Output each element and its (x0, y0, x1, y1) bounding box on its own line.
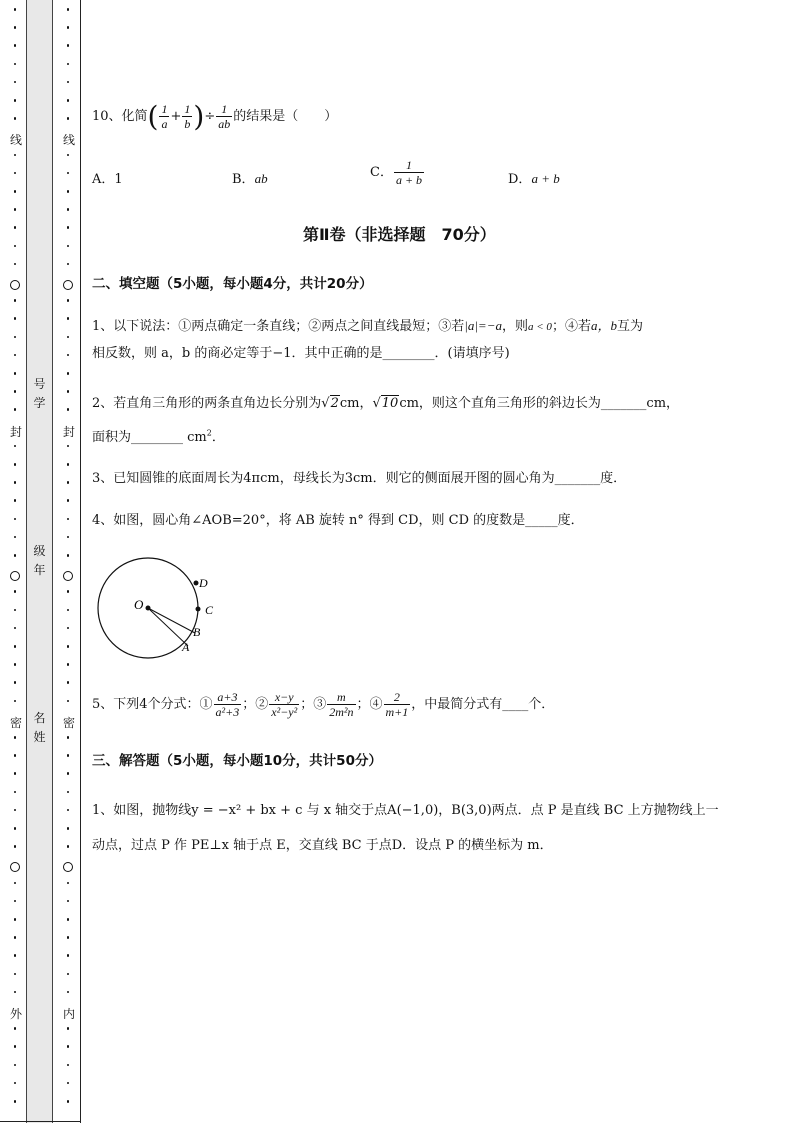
cut-dot (67, 809, 70, 812)
s2-q5: 5、下列4个分式：① $\frac{a+3}{\text{a²+3}}$ ；② $\frac{x-y}{\text{x²−y²}}$ ；③ $\frac{m}{\text{2m²n}}$ ；④ $\frac{2}{m+1}$ ，中最简分式有____个． (92, 690, 555, 719)
cut-dot (14, 1027, 17, 1030)
cut-dot (14, 627, 17, 630)
margin-rule (80, 0, 81, 1123)
right-paren: ) (193, 100, 205, 133)
cut-dot (67, 481, 70, 484)
cut-dot (14, 445, 17, 448)
outer-mark-secret: 密 (9, 716, 22, 730)
section-2-heading: 二、填空题（5小题，每小题4分，共计20分） (92, 276, 373, 292)
s2-q2-line1: 2、若直角三角形的两条直角边长分别为√2cm，√10cm，则这个直角三角形的斜边长为_______cm， (92, 396, 680, 411)
outer-mark-seal: 封 (9, 425, 22, 439)
cut-dot (14, 172, 17, 175)
cut-circle-mark (63, 280, 73, 290)
cut-dot (14, 263, 17, 266)
cut-dot (14, 681, 17, 684)
q10-suffix: 的结果是（ ） (233, 109, 338, 124)
cut-dot (67, 8, 70, 11)
cut-dot (14, 609, 17, 612)
cut-dot (14, 190, 17, 193)
field-name: 名 姓 (33, 711, 46, 744)
cut-dot (67, 554, 70, 557)
divide-sign: ÷ (204, 109, 216, 124)
cut-circle-mark (10, 862, 20, 872)
inner-mark-inside: 内 (62, 1007, 75, 1021)
cut-dot (14, 354, 17, 357)
cut-dot (67, 918, 70, 921)
cut-dot (14, 536, 17, 539)
cut-dot (14, 1100, 17, 1103)
cut-dot (67, 190, 70, 193)
cut-dot (67, 372, 70, 375)
section-3-heading: 三、解答题（5小题，每小题10分，共计50分） (92, 753, 382, 769)
cut-dot (67, 63, 70, 66)
field-student-id: 号 学 (33, 377, 46, 410)
cut-circle-mark (63, 862, 73, 872)
cut-dot (67, 81, 70, 84)
cut-dot (67, 44, 70, 47)
cut-dot (14, 99, 17, 102)
margin-bottom-rule (0, 1121, 81, 1122)
inner-mark-seal: 封 (62, 425, 75, 439)
option-c: C． $\frac{1}{a + b}$ (370, 158, 423, 187)
cut-dot (14, 918, 17, 921)
cut-dot (14, 900, 17, 903)
s2-q3: 3、已知圆锥的底面周长为4πcm，母线长为3cm．则它的侧面展开图的圆心角为_______度． (92, 471, 627, 486)
fraction-1-over-a: $\frac{1}{a}$ (161, 102, 168, 131)
cut-dot (67, 772, 70, 775)
cut-dot (14, 791, 17, 794)
cut-dot (14, 663, 17, 666)
cut-dot (14, 845, 17, 848)
fraction-1-over-b: $\frac{1}{b}$ (184, 102, 191, 131)
cut-dot (14, 390, 17, 393)
cut-dot (67, 317, 70, 320)
cut-dot (67, 754, 70, 757)
cut-dot (67, 791, 70, 794)
cut-dot (67, 99, 70, 102)
left-paren: ( (147, 100, 159, 133)
cut-dot (14, 882, 17, 885)
cut-dot (14, 408, 17, 411)
cut-dot (67, 590, 70, 593)
cut-dot (14, 317, 17, 320)
cut-dot (67, 1027, 70, 1030)
circle-figure (92, 556, 222, 664)
s3-q1-line2: 动点，过点 P 作 PE⊥x 轴于点 E，交直线 BC 于点D．设点 P 的横坐标为 m． (92, 838, 553, 853)
cut-dot (14, 1045, 17, 1048)
cut-dot (67, 172, 70, 175)
plus-sign: + (170, 109, 182, 124)
cut-dot (67, 263, 70, 266)
cut-dot (14, 645, 17, 648)
cut-dot (67, 390, 70, 393)
s2-q4: 4、如图，圆心角∠AOB=20°，将 AB 旋转 n° 得到 CD，则 CD 的度数是_____度． (92, 513, 584, 528)
cut-dot (67, 336, 70, 339)
cut-dot (14, 154, 17, 157)
cut-dot (67, 663, 70, 666)
inner-mark-line: 线 (62, 133, 75, 147)
cut-dot (14, 499, 17, 502)
option-d: D．a + b (508, 171, 560, 187)
cut-dot (67, 245, 70, 248)
cut-dot (14, 973, 17, 976)
cut-dot (67, 408, 70, 411)
cut-dot (67, 827, 70, 830)
inner-mark-secret: 密 (62, 716, 75, 730)
cut-dot (14, 518, 17, 521)
cut-dot (67, 226, 70, 229)
cut-dot (14, 991, 17, 994)
cut-dot (67, 445, 70, 448)
cut-dot (67, 736, 70, 739)
cut-dot (67, 499, 70, 502)
cut-dot (14, 827, 17, 830)
cut-circle-mark (10, 571, 20, 581)
cut-dot (67, 627, 70, 630)
cut-dot (14, 299, 17, 302)
radius-ob (148, 608, 195, 633)
cut-dot (67, 117, 70, 120)
cut-dot (14, 8, 17, 11)
cut-dot (67, 609, 70, 612)
point-o (146, 606, 151, 611)
cut-dot (67, 1045, 70, 1048)
cut-dot (14, 81, 17, 84)
point-d (194, 581, 199, 586)
cut-dot (14, 772, 17, 775)
cut-dot (67, 208, 70, 211)
cut-dot (14, 1064, 17, 1067)
point-c (196, 607, 201, 612)
cut-dot (14, 245, 17, 248)
cut-dot (67, 645, 70, 648)
cut-dot (14, 754, 17, 757)
cut-dot (67, 1064, 70, 1067)
cut-dot (14, 44, 17, 47)
cut-dot (14, 117, 17, 120)
cut-dot (67, 299, 70, 302)
cut-dot (14, 809, 17, 812)
cut-dot (14, 700, 17, 703)
cut-dot (67, 954, 70, 957)
label-a: A (182, 640, 190, 654)
cut-dot (14, 736, 17, 739)
cut-circle-mark (63, 571, 73, 581)
cut-dot (67, 1100, 70, 1103)
label-c: C (205, 603, 214, 617)
cut-dot (14, 226, 17, 229)
cut-dot (14, 590, 17, 593)
cut-dot (14, 554, 17, 557)
s2-q1-line1: 1、以下说法：①两点确定一条直线；②两点之间直线最短；③若|a|=−a，则a < 0；④若a，b互为 (92, 318, 643, 334)
cut-dot (67, 936, 70, 939)
cut-dot (14, 372, 17, 375)
option-b: B．ab (232, 171, 268, 187)
option-a: A．1 (92, 172, 123, 187)
cut-dot (14, 463, 17, 466)
cut-dot (14, 336, 17, 339)
cut-dot (67, 518, 70, 521)
cut-circle-mark (10, 280, 20, 290)
sqrt-2: √2 (321, 396, 339, 411)
label-b: B (193, 625, 201, 639)
cut-dot (67, 354, 70, 357)
s3-q1-line1: 1、如图，抛物线y = −x² + bx + c 与 x 轴交于点A(−1,0)，B(3,0)两点．点 P 是直线 BC 上方抛物线上一 (92, 803, 719, 818)
sqrt-10: √10 (372, 396, 399, 411)
cut-dot (67, 845, 70, 848)
cut-dot (14, 1082, 17, 1085)
outer-mark-line: 线 (9, 133, 22, 147)
cut-dot (14, 481, 17, 484)
question-10 (92, 100, 337, 133)
part-2-title: 第Ⅱ卷（非选择题 70分） (303, 225, 496, 244)
cut-dot (67, 154, 70, 157)
cut-dot (67, 463, 70, 466)
cut-dot (14, 954, 17, 957)
cut-dot (67, 26, 70, 29)
cut-dot (67, 882, 70, 885)
cut-dot (67, 991, 70, 994)
outer-mark-outside: 外 (9, 1007, 22, 1021)
fraction-1-over-ab: $\frac{1}{ab}$ (218, 102, 231, 131)
cut-dot (14, 26, 17, 29)
cut-dot (67, 900, 70, 903)
label-o: O (134, 597, 144, 612)
cut-dot (67, 973, 70, 976)
cut-dot (67, 681, 70, 684)
cut-dot (67, 1082, 70, 1085)
cut-dot (14, 63, 17, 66)
cut-dot (67, 536, 70, 539)
field-class: 级 年 (33, 544, 46, 577)
cut-dot (67, 700, 70, 703)
q10-prefix: 10、化简 (92, 109, 148, 124)
label-d: D (199, 576, 208, 590)
s2-q1-line2: 相反数，则 a，b 的商必定等于−1．其中正确的是________．(请填序号) (92, 346, 510, 361)
cut-dot (14, 208, 17, 211)
cut-dot (14, 936, 17, 939)
s2-q2-line2: 面积为________ $cm^2$． (92, 428, 225, 445)
